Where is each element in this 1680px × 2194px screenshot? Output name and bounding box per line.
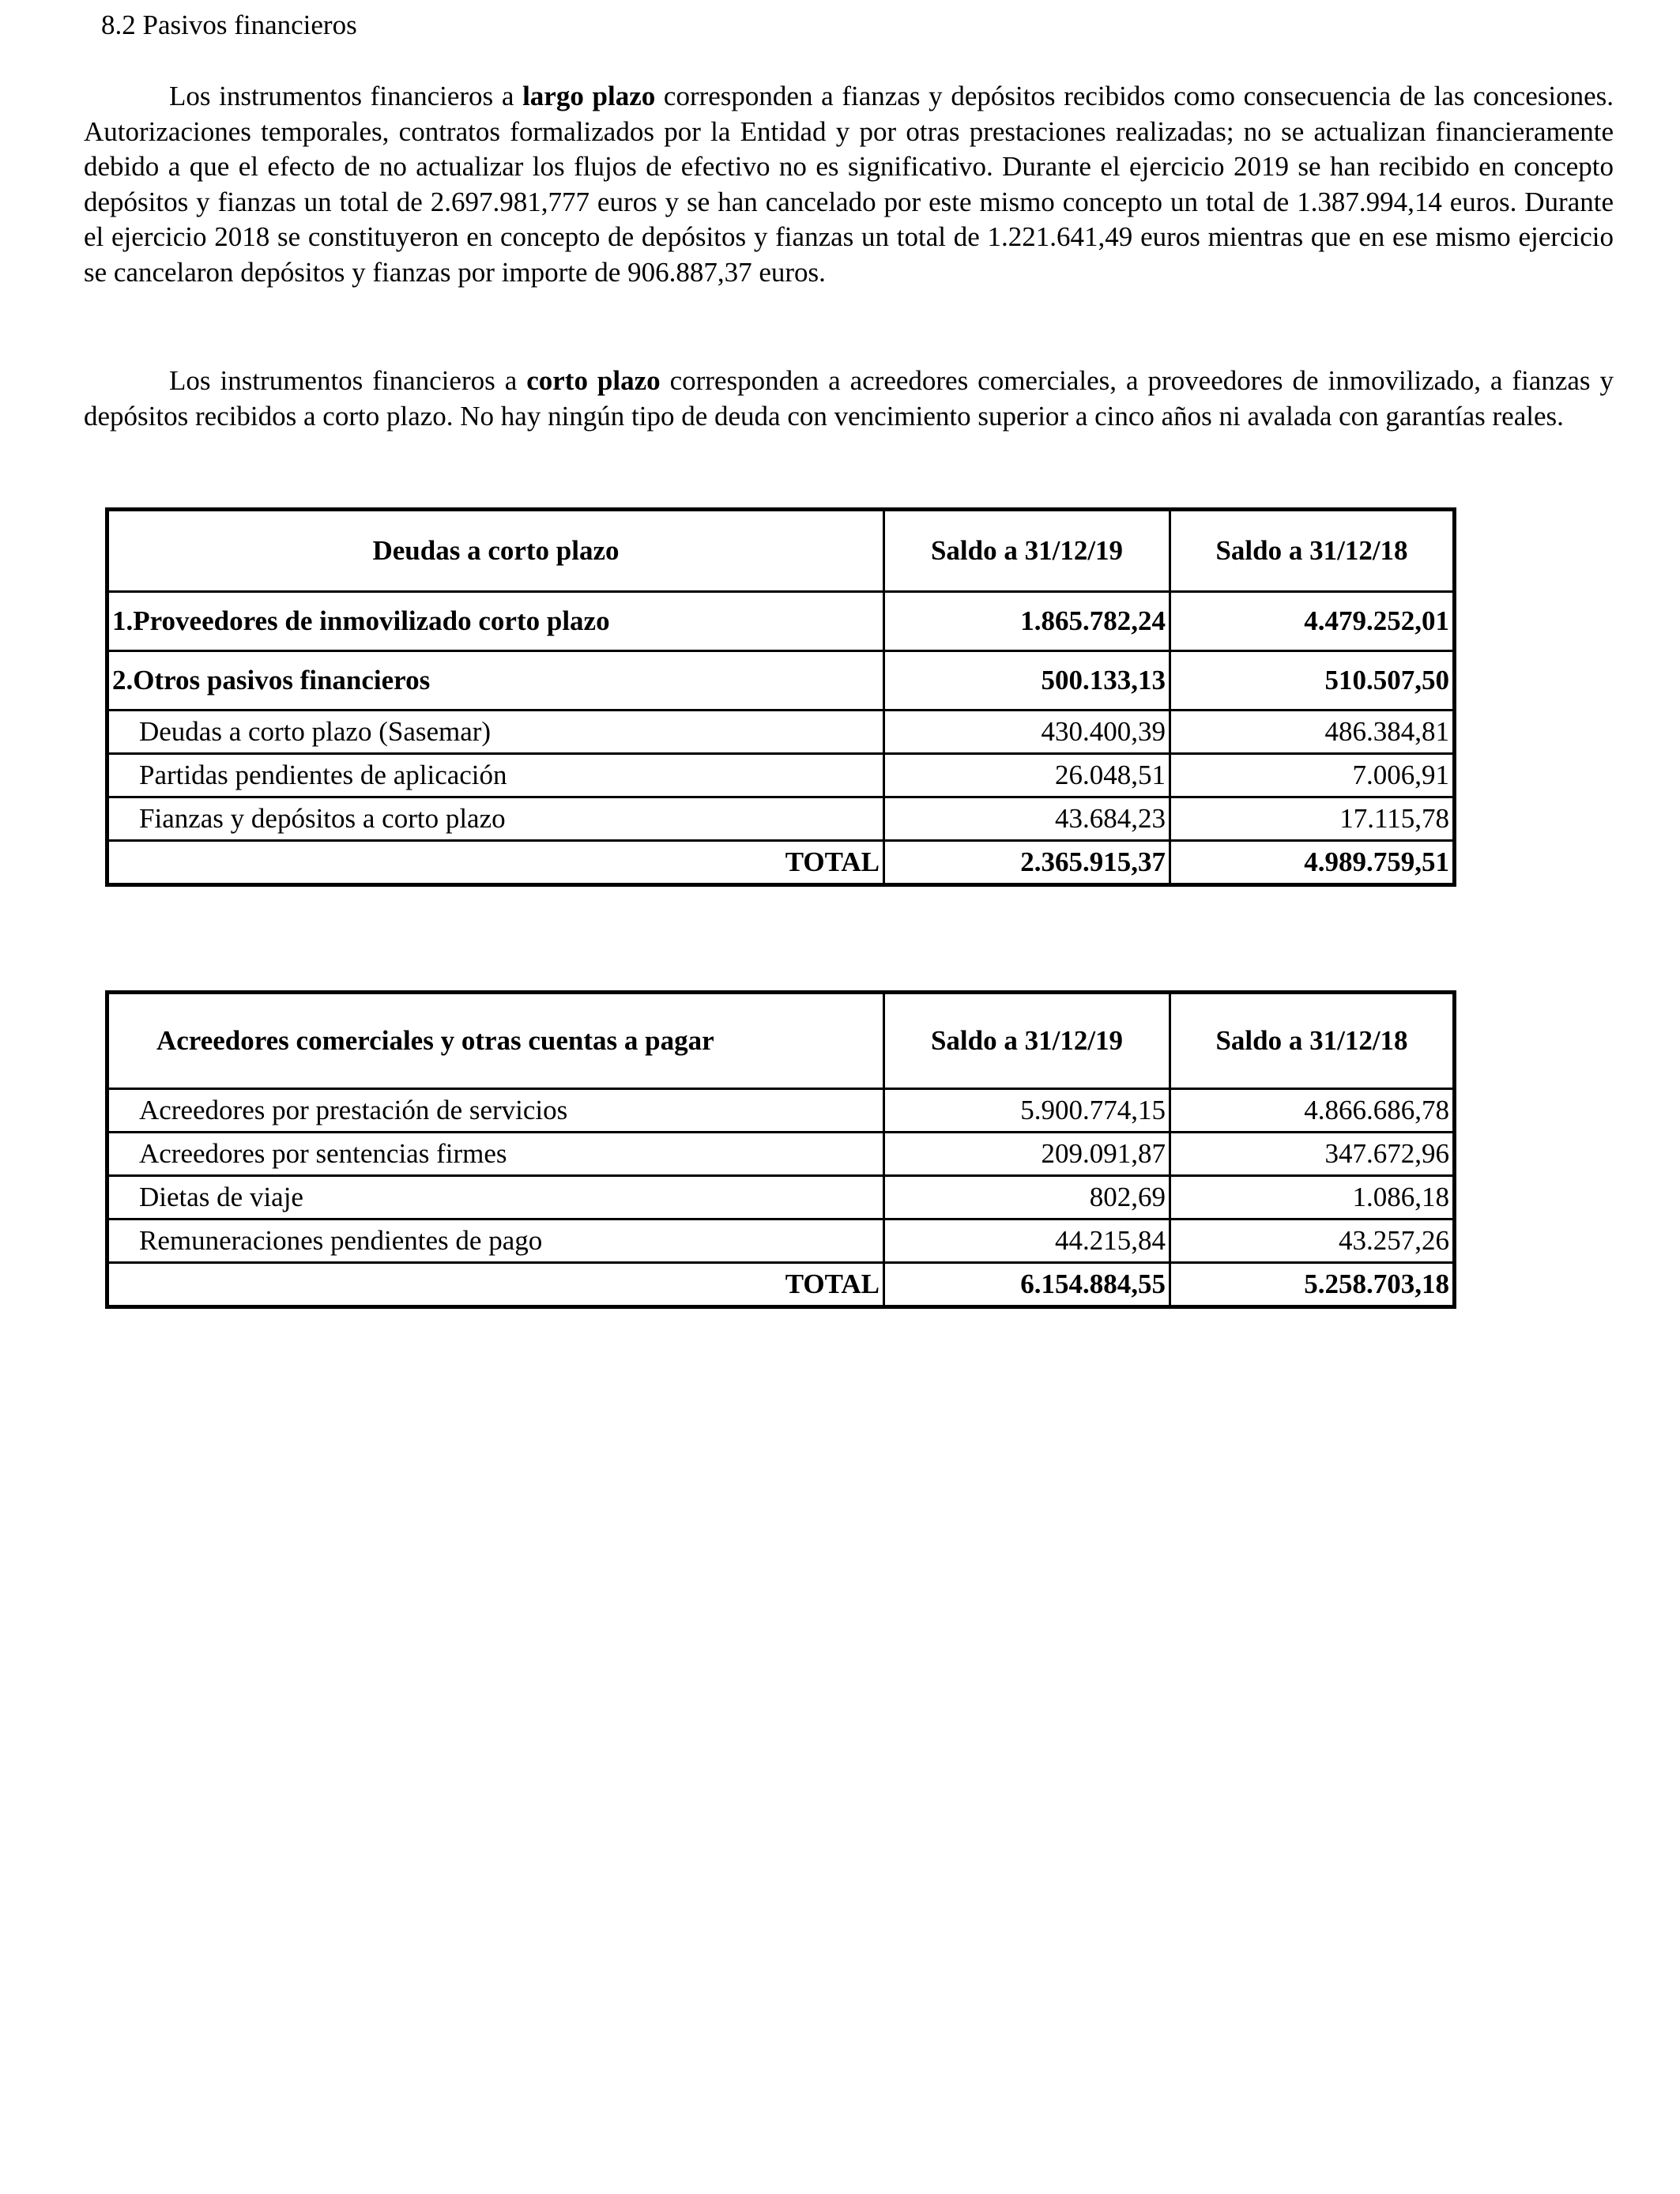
value-2019: 26.048,51 — [884, 754, 1170, 797]
paragraph-long-term-bold: largo plazo — [522, 81, 656, 111]
value-2019: 1.865.782,24 — [884, 592, 1170, 651]
row-label: Fianzas y depósitos a corto plazo — [107, 797, 884, 841]
column-header-2019: Saldo a 31/12/19 — [884, 993, 1170, 1089]
table-row — [107, 711, 1455, 754]
paragraph-short-term-lead: Los instrumentos financieros a — [169, 365, 527, 396]
value-2019: 209.091,87 — [884, 1133, 1170, 1176]
row-label: Partidas pendientes de aplicación — [107, 754, 884, 797]
row-label: Deudas a corto plazo (Sasemar) — [107, 711, 884, 754]
table-row — [107, 797, 1455, 841]
value-2018: 4.479.252,01 — [1170, 592, 1455, 651]
column-header-2018: Saldo a 31/12/18 — [1170, 510, 1455, 592]
paragraph-long-term — [84, 79, 1614, 290]
value-2018: 17.115,78 — [1170, 797, 1455, 841]
table-row — [107, 1176, 1455, 1220]
value-2019: 43.684,23 — [884, 797, 1170, 841]
value-2018: 347.672,96 — [1170, 1133, 1455, 1176]
trade-payables-table — [105, 990, 1456, 1309]
section-title: 8.2 Pasivos financieros — [101, 9, 357, 40]
table-row — [107, 754, 1455, 797]
row-label: 2.Otros pasivos financieros — [107, 651, 884, 711]
table-header-row — [107, 993, 1455, 1089]
table-total-row — [107, 1263, 1455, 1307]
paragraph-short-term-body: corresponden a acreedores comerciales, a proveedores de inmovilizado, a fianzas y depósitos recibidos a corto plazo. No hay ningún tipo de deuda con vencimiento superior a cinco años ni avalada con garantías reales. — [84, 365, 1614, 432]
row-label: Acreedores por prestación de servicios — [107, 1089, 884, 1133]
total-2019: 6.154.884,55 — [884, 1263, 1170, 1307]
table-row — [107, 1089, 1455, 1133]
value-2019: 5.900.774,15 — [884, 1089, 1170, 1133]
column-header-concept: Deudas a corto plazo — [107, 510, 884, 592]
table-row — [107, 592, 1455, 651]
value-2019: 430.400,39 — [884, 711, 1170, 754]
paragraph-long-term-body: corresponden a fianzas y depósitos recibidos como consecuencia de las concesiones. Autorizaciones temporales, contratos formalizados por la Entidad y por otras prestaciones realizadas; no se actualizan financieramente debido a que el efecto de no actualizar los flujos de efectivo no es significativo. Durante el ejercicio 2019 se han recibido en concepto depósitos y fianzas un total de 2.697.981,777 euros y se han cancelado por este mismo concepto un total de 1.387.994,14 euros. Durante el ejercicio 2018 se constituyeron en concepto de depósitos y fianzas un total de 1.221.641,49 euros mientras que en ese mismo ejercicio se cancelaron depósitos y fianzas por importe de 906.887,37 euros. — [84, 81, 1614, 288]
table-total-row — [107, 841, 1455, 885]
table-row — [107, 1220, 1455, 1263]
total-2018: 4.989.759,51 — [1170, 841, 1455, 885]
value-2019: 500.133,13 — [884, 651, 1170, 711]
value-2018: 43.257,26 — [1170, 1220, 1455, 1263]
value-2019: 802,69 — [884, 1176, 1170, 1220]
table-header-row — [107, 510, 1455, 592]
row-label: 1.Proveedores de inmovilizado corto plazo — [107, 592, 884, 651]
table-row — [107, 651, 1455, 711]
paragraph-short-term-bold: corto plazo — [526, 365, 661, 396]
total-label: TOTAL — [107, 1263, 884, 1307]
total-2019: 2.365.915,37 — [884, 841, 1170, 885]
value-2018: 7.006,91 — [1170, 754, 1455, 797]
total-2018: 5.258.703,18 — [1170, 1263, 1455, 1307]
table-row — [107, 1133, 1455, 1176]
value-2018: 486.384,81 — [1170, 711, 1455, 754]
value-2018: 1.086,18 — [1170, 1176, 1455, 1220]
column-header-2018: Saldo a 31/12/18 — [1170, 993, 1455, 1089]
paragraph-long-term-lead: Los instrumentos financieros a — [169, 81, 523, 111]
row-label: Remuneraciones pendientes de pago — [107, 1220, 884, 1263]
short-term-debts-table — [105, 507, 1456, 887]
column-header-concept: Acreedores comerciales y otras cuentas a pagar — [107, 993, 884, 1089]
total-label: TOTAL — [107, 841, 884, 885]
value-2019: 44.215,84 — [884, 1220, 1170, 1263]
paragraph-short-term — [84, 364, 1614, 434]
value-2018: 510.507,50 — [1170, 651, 1455, 711]
row-label: Acreedores por sentencias firmes — [107, 1133, 884, 1176]
column-header-2019: Saldo a 31/12/19 — [884, 510, 1170, 592]
value-2018: 4.866.686,78 — [1170, 1089, 1455, 1133]
row-label: Dietas de viaje — [107, 1176, 884, 1220]
